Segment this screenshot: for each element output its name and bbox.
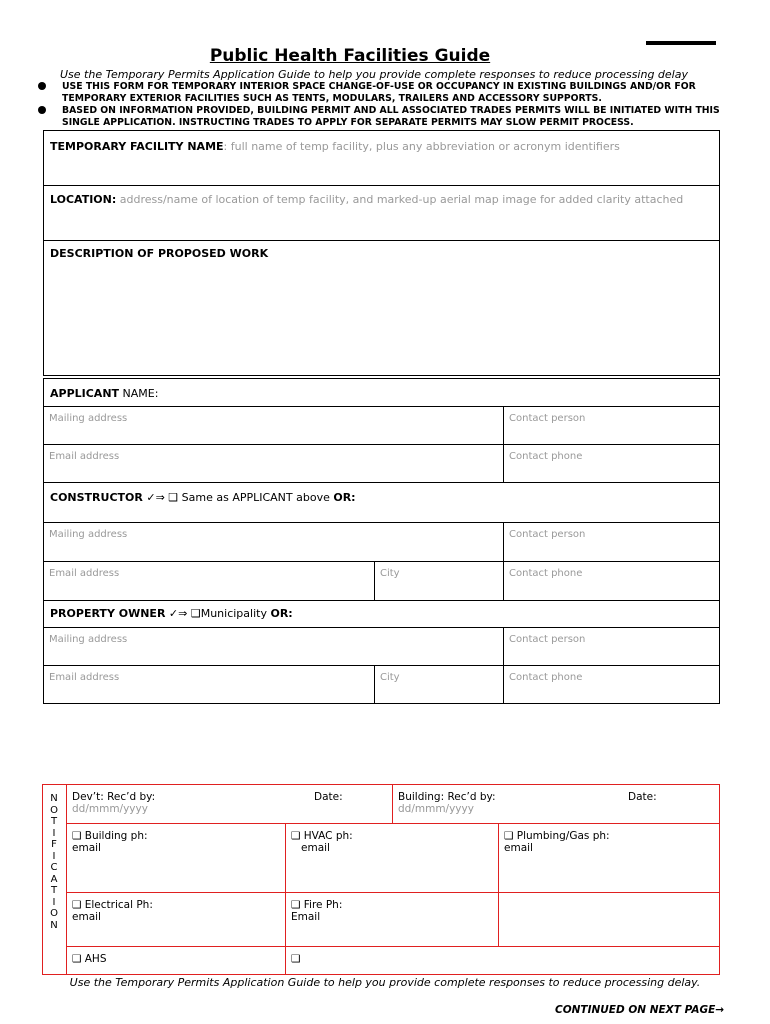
bullet-item: USE THIS FORM FOR TEMPORARY INTERIOR SPACE CHANGE-OF-USE OR OCCUPANCY IN EXISTING BUILDINGS AND/OR FOR TEMPORARY EXTERIOR FACILITIES SUCH AS TENTS, MODULARS, TRAILERS AND ACCESSORY SUPPORTS.: [38, 81, 758, 105]
facility-name-field[interactable]: TEMPORARY FACILITY NAME: full name of temp facility, plus any abbreviation or acronym identifiers: [43, 130, 720, 186]
owner-header[interactable]: PROPERTY OWNER ✓⇒ ❑Municipality OR:: [43, 600, 720, 628]
description-label: DESCRIPTION OF PROPOSED WORK: [50, 247, 269, 260]
top-bar-decoration: [646, 41, 716, 45]
applicant-mailing-field[interactable]: Mailing address: [43, 406, 504, 445]
constructor-contact-phone-field[interactable]: Contact phone: [503, 561, 720, 601]
owner-contact-phone-field[interactable]: Contact phone: [503, 665, 720, 704]
hvac-ph-field[interactable]: ❑ HVAC ph: email: [285, 823, 499, 893]
other-checkbox-field[interactable]: ❑: [285, 946, 720, 975]
owner-contact-person-field[interactable]: Contact person: [503, 627, 720, 666]
plumbing-ph-field[interactable]: ❑ Plumbing/Gas ph: email: [498, 823, 720, 893]
ahs-checkbox-field[interactable]: ❑ AHS: [66, 946, 286, 975]
constructor-mailing-field[interactable]: Mailing address: [43, 522, 504, 562]
owner-email-field[interactable]: Email address: [43, 665, 375, 704]
applicant-contact-person-field[interactable]: Contact person: [503, 406, 720, 445]
page-title: Public Health Facilities Guide: [209, 46, 491, 66]
bullet-item: BASED ON INFORMATION PROVIDED, BUILDING PERMIT AND ALL ASSOCIATED TRADES PERMITS WILL BE INITIATED WITH THIS SINGLE APPLICATION. INSTRUCTING TRADES TO APPLY FOR SEPARATE PERMITS MAY SLOW PERMIT PROCESS.: [38, 105, 758, 129]
applicant-email-field[interactable]: Email address: [43, 444, 504, 483]
notification-blank-cell[interactable]: [498, 892, 720, 947]
notification-vertical-text: N O T I F I C A T I O N: [50, 793, 58, 931]
fire-ph-field[interactable]: ❑ Fire Ph: Email: [285, 892, 499, 947]
devt-received-field[interactable]: Dev’t: Rec’d by: Date: dd/mmm/yyyy: [66, 784, 393, 824]
applicant-header[interactable]: APPLICANT NAME:: [43, 378, 720, 407]
constructor-contact-person-field[interactable]: Contact person: [503, 522, 720, 562]
bullet-dot-icon: [38, 82, 46, 90]
instruction-bullets: [38, 81, 758, 129]
intro-text: Use the Temporary Permits Application Guide to help you provide complete responses to reduce processing delay: [60, 68, 688, 81]
constructor-header[interactable]: CONSTRUCTOR ✓⇒ ❑ Same as APPLICANT above OR:: [43, 482, 720, 523]
owner-mailing-field[interactable]: Mailing address: [43, 627, 504, 666]
description-field[interactable]: [43, 240, 720, 376]
footer-note: Use the Temporary Permits Application Guide to help you provide complete responses to reduce processing delay.: [69, 976, 701, 989]
location-field[interactable]: LOCATION: address/name of location of temp facility, and marked-up aerial map image for added clarity attached: [43, 185, 720, 241]
building-received-field[interactable]: Building: Rec’d by: Date: dd/mmm/yyyy: [392, 784, 720, 824]
building-ph-field[interactable]: ❑ Building ph: email: [66, 823, 286, 893]
bullet-dot-icon: [38, 106, 46, 114]
continued-label: CONTINUED ON NEXT PAGE→: [555, 1004, 725, 1016]
owner-city-field[interactable]: City: [374, 665, 504, 704]
electrical-ph-field[interactable]: ❑ Electrical Ph: email: [66, 892, 286, 947]
constructor-email-field[interactable]: Email address: [43, 561, 375, 601]
constructor-city-field[interactable]: City: [374, 561, 504, 601]
applicant-contact-phone-field[interactable]: Contact phone: [503, 444, 720, 483]
